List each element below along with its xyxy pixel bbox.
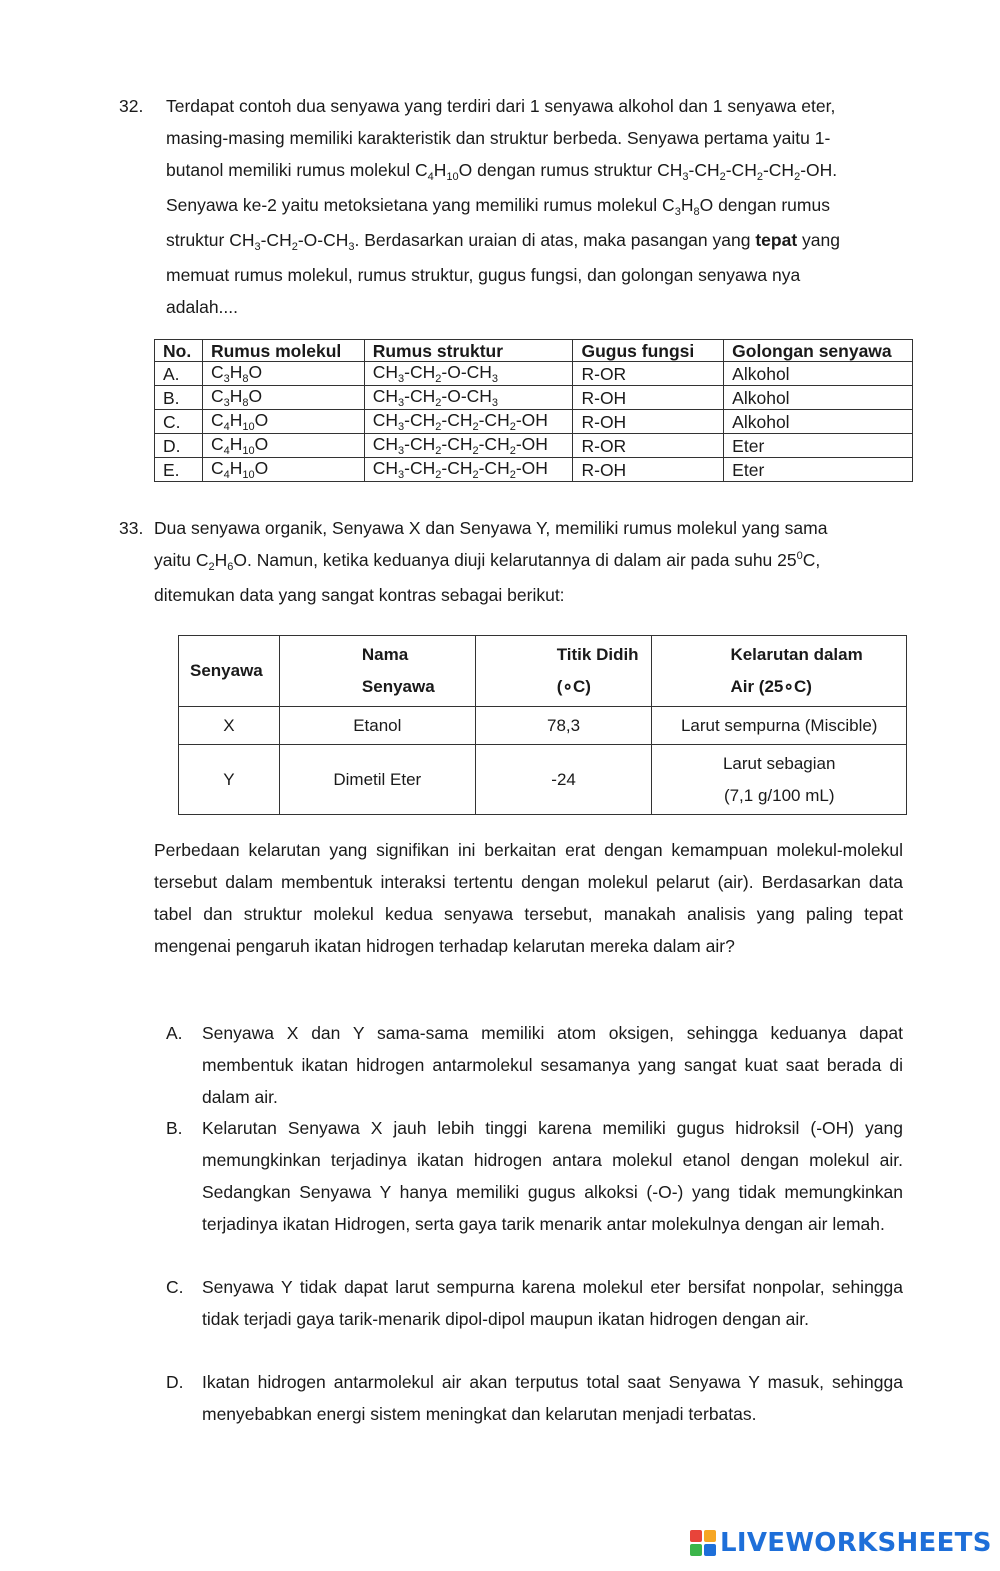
q33-line-2: yaitu $C_2H_6O$. Namun, ketika keduanya diuji kelarutannya di dalam air pada suhu $25^0C$, xyxy=(154,550,821,573)
q32-line-4: Senyawa ke-2 yaitu metoksietana yang memiliki rumus molekul $C_3H_8O$ dengan rumus xyxy=(166,195,830,218)
header-kelarutan: Kelarutan dalam Air (25∘C) xyxy=(652,636,907,707)
cell-senyawa: Y xyxy=(179,745,280,815)
header-gugus-fungsi: Gugus fungsi xyxy=(573,340,724,362)
cell-nama: Etanol xyxy=(279,707,475,745)
question-32-text xyxy=(166,90,911,323)
question-33-paragraph: Perbedaan kelarutan yang signifikan ini berkaitan erat dengan kemampuan molekul-molekul tersebut dalam membentuk interaksi tertentu dengan molekul pelarut (air). Berdasarkan data tabel dan struktur molekul kedua senyawa tersebut, manakah analisis yang paling tepat mengenai pengaruh ikatan hidrogen terhadap kelarutan mereka dalam air? xyxy=(154,840,903,956)
cell-rumus-struktur: $CH_3-CH_2-CH_2-CH_2-OH$ xyxy=(364,458,573,482)
header-rumus-struktur: Rumus struktur xyxy=(364,340,573,362)
cell-golongan: Alkohol xyxy=(724,386,913,410)
liveworksheets-logo xyxy=(690,1528,992,1558)
cell-golongan: Alkohol xyxy=(724,410,913,434)
cell-kelarutan: Larut sebagian (7,1 g/100 mL) xyxy=(652,745,907,815)
q32-line-6: memuat rumus molekul, rumus struktur, gugus fungsi, dan golongan senyawa nya xyxy=(166,265,801,285)
table-header-row xyxy=(155,340,913,362)
header-no: No. xyxy=(155,340,203,362)
cell-no: A. xyxy=(155,362,203,386)
cell-rumus-struktur: $CH_3-CH_2-CH_2-CH_2-OH$ xyxy=(364,434,573,458)
table-row xyxy=(155,434,913,458)
option-a-text[interactable]: Senyawa X dan Y sama-sama memiliki atom oksigen, sehingga keduanya dapat membentuk ikatan hidrogen antarmolekul sesamanya yang sangat kuat saat berada di dalam air. xyxy=(202,1023,903,1107)
table-row xyxy=(179,745,907,815)
cell-no: C. xyxy=(155,410,203,434)
cell-rumus-struktur: $CH_3-CH_2-CH_2-CH_2-OH$ xyxy=(364,410,573,434)
q33-line-3: ditemukan data yang sangat kontras sebagai berikut: xyxy=(154,585,565,605)
option-d-text[interactable]: Ikatan hidrogen antarmolekul air akan terputus total saat Senyawa Y masuk, sehingga menyebabkan energi sistem meningkat dan kelarutan menjadi terbatas. xyxy=(202,1372,903,1424)
cell-no: B. xyxy=(155,386,203,410)
cell-no: E. xyxy=(155,458,203,482)
cell-gugus-fungsi: R-OR xyxy=(573,434,724,458)
q32-line-1: Terdapat contoh dua senyawa yang terdiri dari 1 senyawa alkohol dan 1 senyawa eter, xyxy=(166,96,836,116)
table-row xyxy=(155,362,913,386)
option-b-letter: B. xyxy=(166,1118,183,1138)
cell-gugus-fungsi: R-OH xyxy=(573,458,724,482)
table-row xyxy=(155,458,913,482)
q33-line-1: Dua senyawa organik, Senyawa X dan Senyawa Y, memiliki rumus molekul yang sama xyxy=(154,518,828,538)
cell-golongan: Eter xyxy=(724,434,913,458)
cell-gugus-fungsi: R-OH xyxy=(573,410,724,434)
cell-rumus-molekul: $C_4H_{10}O$ xyxy=(202,458,364,482)
q32-line-2: masing-masing memiliki karakteristik dan struktur berbeda. Senyawa pertama yaitu 1- xyxy=(166,128,831,148)
header-senyawa: Senyawa xyxy=(179,636,280,707)
option-d-letter: D. xyxy=(166,1372,184,1392)
question-33-number: 33. xyxy=(119,518,144,538)
question-32-number: 32. xyxy=(119,96,144,116)
q33-data-table xyxy=(178,635,907,815)
cell-senyawa: X xyxy=(179,707,280,745)
table-header-row xyxy=(179,636,907,707)
option-c-text[interactable]: Senyawa Y tidak dapat larut sempurna karena molekul eter bersifat nonpolar, sehingga tidak terjadi gaya tarik-menarik dipol-dipol maupun ikatan hidrogen dengan air. xyxy=(202,1277,903,1329)
cell-golongan: Eter xyxy=(724,458,913,482)
q32-line-3: butanol memiliki rumus molekul $C_4H_{10}O$ dengan rumus struktur $CH_3-CH_2-CH_2-CH_2-OH$. xyxy=(166,160,838,183)
option-b-text[interactable]: Kelarutan Senyawa X jauh lebih tinggi karena memiliki gugus hidroksil (-OH) yang memungkinkan terjadinya ikatan hidrogen antara molekul etanol dengan molekul air. Sedangkan Senyawa Y hanya memiliki gugus alkoksi (-O-) yang tidak memungkinkan terjadinya ikatan Hidrogen, serta gaya tarik menarik antar molekulnya dengan air lemah. xyxy=(202,1118,903,1234)
cell-no: D. xyxy=(155,434,203,458)
cell-rumus-molekul: $C_3H_8O$ xyxy=(202,362,364,386)
question-33-intro xyxy=(154,512,911,611)
option-c-letter: C. xyxy=(166,1277,184,1297)
header-rumus-molekul: Rumus molekul xyxy=(202,340,364,362)
cell-nama: Dimetil Eter xyxy=(279,745,475,815)
q32-options-table xyxy=(154,339,913,482)
cell-rumus-struktur: $CH_3-CH_2-O-CH_3$ xyxy=(364,362,573,386)
table-row xyxy=(155,410,913,434)
cell-titik-didih: 78,3 xyxy=(475,707,652,745)
option-a-letter: A. xyxy=(166,1023,183,1043)
logo-grid-icon xyxy=(690,1530,716,1556)
cell-kelarutan: Larut sempurna (Miscible) xyxy=(652,707,907,745)
cell-gugus-fungsi: R-OH xyxy=(573,386,724,410)
cell-rumus-molekul: $C_3H_8O$ xyxy=(202,386,364,410)
table-row xyxy=(155,386,913,410)
cell-titik-didih: -24 xyxy=(475,745,652,815)
header-nama-senyawa: Nama Senyawa xyxy=(279,636,475,707)
q32-line-5: struktur $CH_3-CH_2-O-CH_3$. Berdasarkan uraian di atas, maka pasangan yang tepat yang xyxy=(166,230,840,253)
q32-line-7: adalah.... xyxy=(166,297,238,317)
cell-rumus-molekul: $C_4H_{10}O$ xyxy=(202,410,364,434)
cell-rumus-molekul: $C_4H_{10}O$ xyxy=(202,434,364,458)
cell-rumus-struktur: $CH_3-CH_2-O-CH_3$ xyxy=(364,386,573,410)
logo-text: LIVEWORKSHEETS xyxy=(720,1528,992,1558)
header-titik-didih: Titik Didih (∘C) xyxy=(475,636,652,707)
cell-golongan: Alkohol xyxy=(724,362,913,386)
table-row xyxy=(179,707,907,745)
cell-gugus-fungsi: R-OR xyxy=(573,362,724,386)
header-golongan-senyawa: Golongan senyawa xyxy=(724,340,913,362)
